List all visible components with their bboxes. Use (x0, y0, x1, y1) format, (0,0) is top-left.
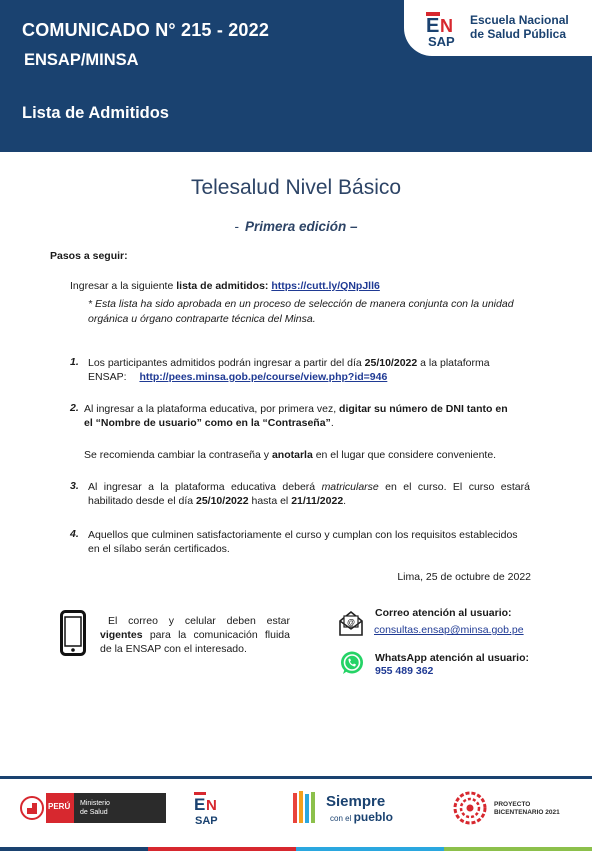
intro-note-1: * Esta lista ha sido aprobada en un proceso de selección de manera conjunta con la unidad (88, 298, 514, 310)
ministerio-line-2: de Salud (80, 809, 108, 816)
edition-line (0, 219, 592, 234)
svg-text:N: N (440, 16, 453, 36)
bicentenario-logo-icon (452, 790, 488, 826)
admitted-list-link[interactable]: https://cutt.ly/QNpJll6 (271, 280, 380, 292)
course-title: Telesalud Nivel Básico (190, 176, 402, 199)
siempre-line-2: con el pueblo (330, 810, 393, 824)
whatsapp-label: WhatsApp atención al usuario: (375, 652, 530, 664)
item-1-line-2: ENSAP: http://pees.minsa.gob.pe/course/view.php?id=946 (88, 371, 388, 383)
item-2-line-2: el “Nombre de usuario” como en la “Contraseña”. (84, 417, 334, 429)
item-4-number: 4. (70, 528, 79, 540)
ensap-logo-icon (424, 8, 466, 48)
svg-text:@: @ (347, 618, 355, 627)
item-1-line-1: Los participantes admitidos podrán ingresar a partir del día 25/10/2022 a la plataforma (88, 357, 490, 369)
email-link[interactable]: consultas.ensap@minsa.gob.pe (374, 624, 524, 636)
email-label: Correo atención al usuario: (375, 607, 512, 619)
communique-subtitle: ENSAP/MINSA (24, 51, 139, 69)
section-title: Lista de Admitidos (22, 104, 169, 122)
item-2-line-1: Al ingresar a la plataforma educativa, por primera vez, digitar su número de DNI tanto en (84, 403, 508, 415)
svg-text:SAP: SAP (428, 34, 455, 48)
edition-dash: - (234, 219, 239, 234)
peru-shield-icon (20, 795, 44, 821)
contact-note-3: de la ENSAP con el interesado. (100, 643, 247, 655)
contact-note-1: El correo y celular deben estar (108, 615, 290, 627)
intro-note-2: orgánica u órgano contraparte técnica del Minsa. (88, 313, 316, 325)
ensap-logo (404, 0, 592, 56)
footer-divider (0, 776, 592, 779)
ministerio-line-1: Ministerio (80, 800, 110, 807)
svg-text:E: E (194, 795, 206, 814)
edition-label: Primera edición – (244, 219, 358, 234)
item-2-recommendation: Se recomienda cambiar la contraseña y anotarla en el lugar que considere conveniente. (84, 449, 497, 461)
ensap-footer-logo-icon (192, 790, 232, 828)
item-4-line-2: en el sílabo serán certificados. (88, 543, 230, 555)
item-3-number: 3. (70, 480, 79, 492)
svg-text:E: E (426, 15, 440, 37)
document-date: Lima, 25 de octubre de 2022 (397, 571, 531, 583)
header-banner (0, 0, 592, 152)
item-4-line-1: Aquellos que culminen satisfactoriamente el curso y cumplan con los requisitos establecidos (88, 529, 518, 541)
minsa-logo (20, 793, 166, 823)
whatsapp-number: 955 489 362 (375, 665, 434, 677)
item-1-number: 1. (70, 356, 79, 368)
intro-line: Ingresar a la siguiente lista de admitidos: https://cutt.ly/QNpJll6 (70, 280, 380, 292)
item-3-line-2: habilitado desde el día 25/10/2022 hasta el 21/11/2022. (88, 495, 347, 507)
svg-text:N: N (206, 797, 217, 814)
contact-note-2: vigentes para la comunicación fluida (100, 629, 290, 641)
siempre-figures-icon (292, 790, 320, 826)
logo-line-2: de Salud Pública (470, 27, 567, 41)
bicentenario-text: PROYECTO BICENTENARIO 2021 (494, 801, 560, 816)
platform-link[interactable]: http://pees.minsa.gob.pe/course/view.php?id=946 (139, 371, 388, 383)
email-icon (337, 609, 365, 637)
whatsapp-icon (339, 650, 365, 676)
steps-heading: Pasos a seguir: (50, 250, 128, 262)
siempre-line-1: Siempre (326, 793, 386, 810)
communique-title: COMUNICADO N° 215 - 2022 (22, 20, 270, 40)
footer-color-strip (0, 838, 592, 842)
svg-text:SAP: SAP (195, 815, 218, 827)
item-2-number: 2. (70, 402, 79, 414)
item-3-line-1: Al ingresar a la plataforma educativa deberá matricularse en el curso. El curso estará (88, 481, 530, 493)
peru-label: PERÚ (48, 802, 71, 811)
logo-line-1: Escuela Nacional (470, 13, 569, 27)
mobile-phone-icon (60, 610, 86, 656)
